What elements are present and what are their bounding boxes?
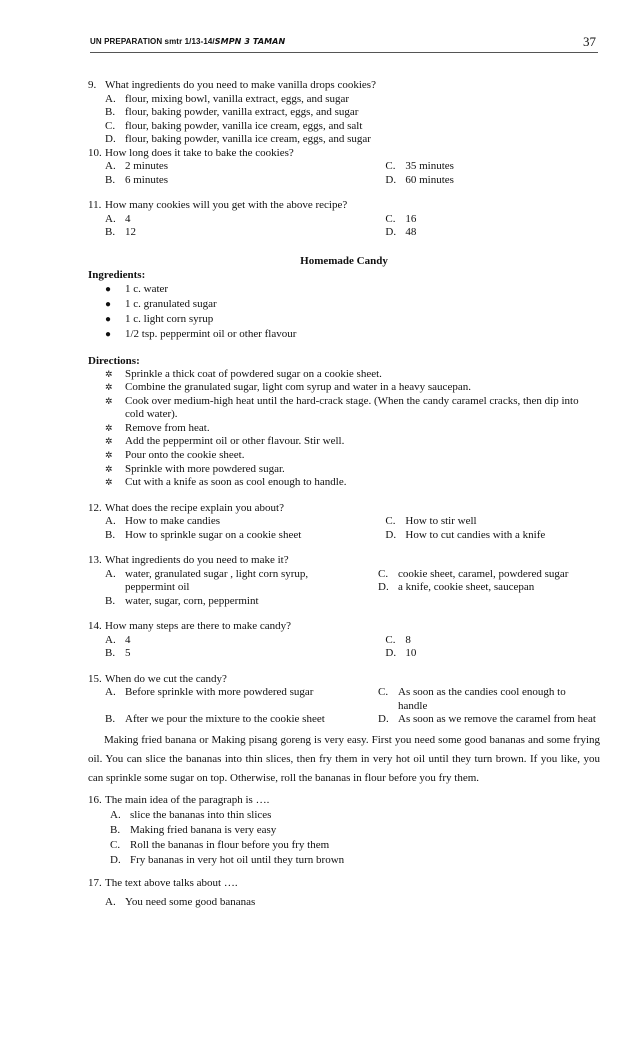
option-b: B. 12 [105,226,136,238]
option-c: C. As soon as the candies cool enough to handle [378,686,566,712]
option-b: B. 6 minutes [105,173,169,186]
option-c: C. 16 [385,212,417,225]
option-a: A. Before sprinkle with more powdered sugar [105,686,314,699]
option-b: B. How to sprinkle sugar on a cookie sheet [105,528,302,541]
question-11 [88,199,600,240]
question-14 [88,620,600,661]
question-text: 15. When do we cut the candy? [88,672,227,685]
option-c: C. 8 [385,633,411,646]
bullet-icon: ● [105,283,112,295]
option-c: C. cookie sheet, caramel, powdered sugar [378,567,569,580]
question-16 [88,793,600,868]
option-c: C. flour, baking powder, vanilla ice cream, eggs, and salt [105,119,363,132]
asterisk-bullet-icon: ✲ [105,436,113,447]
option-a: A. flour, mixing bowl, vanilla extract, eggs, and sugar [105,92,350,105]
question-text: 10. How long does it take to bake the cookies? [88,146,294,159]
option-a: A. slice the bananas into thin slices [110,808,272,821]
header-title [90,37,285,46]
header-school: SMPN 3 TAMAN [214,37,286,46]
question-15 [88,673,600,727]
list-item: ● 1/2 tsp. peppermint oil or other flavour [105,327,297,340]
option-b: B. Making fried banana is very easy [110,823,277,836]
question-text: 12. What does the recipe explain you about? [88,501,284,514]
page-number: 37 [583,34,596,49]
option-b: B. After we pour the mixture to the cookie sheet [105,713,325,726]
option-a: A. You need some good bananas [105,895,256,908]
option-d: D. Fry bananas in very hot oil until they turn brown [110,853,345,866]
page-content [88,79,600,910]
option-d: D. flour, baking powder, vanilla ice cream, eggs, and sugar [105,133,371,145]
option-d: D. a knife, cookie sheet, saucepan [378,581,535,594]
option-d: D. 48 [385,226,417,238]
list-item: ● 1 c. granulated sugar [105,297,217,310]
option-d: D. 60 minutes [385,173,454,186]
question-13 [88,554,600,608]
asterisk-bullet-icon: ✲ [105,422,113,433]
option-a: A. 4 [105,633,131,646]
bullet-icon: ● [105,313,112,325]
option-a: A. 2 minutes [105,160,169,172]
option-d: D. As soon as we remove the caramel from heat [378,713,596,726]
ingredients-heading: Ingredients: [88,268,146,281]
question-text: 9. What ingredients do you need to make vanilla drops cookies? [88,79,376,91]
option-a: A. 4 [105,212,131,225]
list-item: ✲ Combine the granulated sugar, light com syrup and water in a heavy saucepan. [105,381,471,394]
page-header [90,36,598,53]
list-item: ✲ Cook over medium-high heat until the hard-crack stage. (When the candy caramel cracks, then dip into cold water). [105,394,579,421]
option-b: B. 5 [105,647,131,660]
question-text: 11. How many cookies will you get with the above recipe? [88,199,348,211]
list-item: ✲ Remove from heat. [105,421,210,434]
asterisk-bullet-icon: ✲ [105,382,113,393]
bullet-icon: ● [105,298,112,310]
asterisk-bullet-icon: ✲ [105,450,113,461]
question-text: 16. The main idea of the paragraph is …. [88,793,270,806]
bullet-icon: ● [105,328,112,340]
question-9 [88,79,600,147]
option-c: C. 35 minutes [385,160,454,172]
question-12 [88,502,600,543]
list-item: ● 1 c. light corn syrup [105,312,214,325]
list-item: ✲ Sprinkle with more powdered sugar. [105,462,285,475]
question-text: 17. The text above talks about …. [88,876,238,889]
list-item: ✲ Cut with a knife as soon as cool enough to handle. [105,476,347,489]
asterisk-bullet-icon: ✲ [105,395,113,406]
list-item: ✲ Add the peppermint oil or other flavour. Stir well. [105,435,345,448]
directions-heading: Directions: [88,354,140,367]
asterisk-bullet-icon: ✲ [105,463,113,474]
directions-list [88,368,600,490]
question-17 [88,876,600,910]
question-10 [88,147,600,188]
option-c: C. How to stir well [385,515,477,528]
option-d: D. How to cut candies with a knife [385,528,546,541]
list-item: ● 1 c. water [105,282,169,295]
option-a: A. water, granulated sugar , light corn syrup, peppermint oil [105,567,309,594]
option-b: B. water, sugar, corn, peppermint [105,594,259,607]
option-b: B. flour, baking powder, vanilla extract, eggs, and sugar [105,106,359,118]
option-a: A. How to make candies [105,515,220,528]
question-text: 13. What ingredients do you need to make it? [88,554,289,567]
question-text: 14. How many steps are there to make candy? [88,620,292,633]
list-item: ✲ Sprinkle a thick coat of powdered sugar on a cookie sheet. [105,367,382,380]
asterisk-bullet-icon: ✲ [105,368,113,379]
recipe-title: Homemade Candy [300,254,388,267]
reading-passage: Making fried banana or Making pisang goreng is very easy. First you need some good bananas and some frying oil. You can slice the bananas into thin slices, then fry them in very hot oil until they turn brown. If you like, you can sprinkle some sugar on top. Otherwise, roll the bananas in flour before you fry them. [88,733,600,784]
list-item: ✲ Pour onto the cookie sheet. [105,449,245,462]
option-d: D. 10 [385,647,417,660]
asterisk-bullet-icon: ✲ [105,477,113,488]
ingredients-list [88,282,600,342]
header-exam-label: UN PREPARATION smtr 1/13-14/ [90,37,215,46]
option-c: C. Roll the bananas in flour before you fry them [110,838,330,851]
